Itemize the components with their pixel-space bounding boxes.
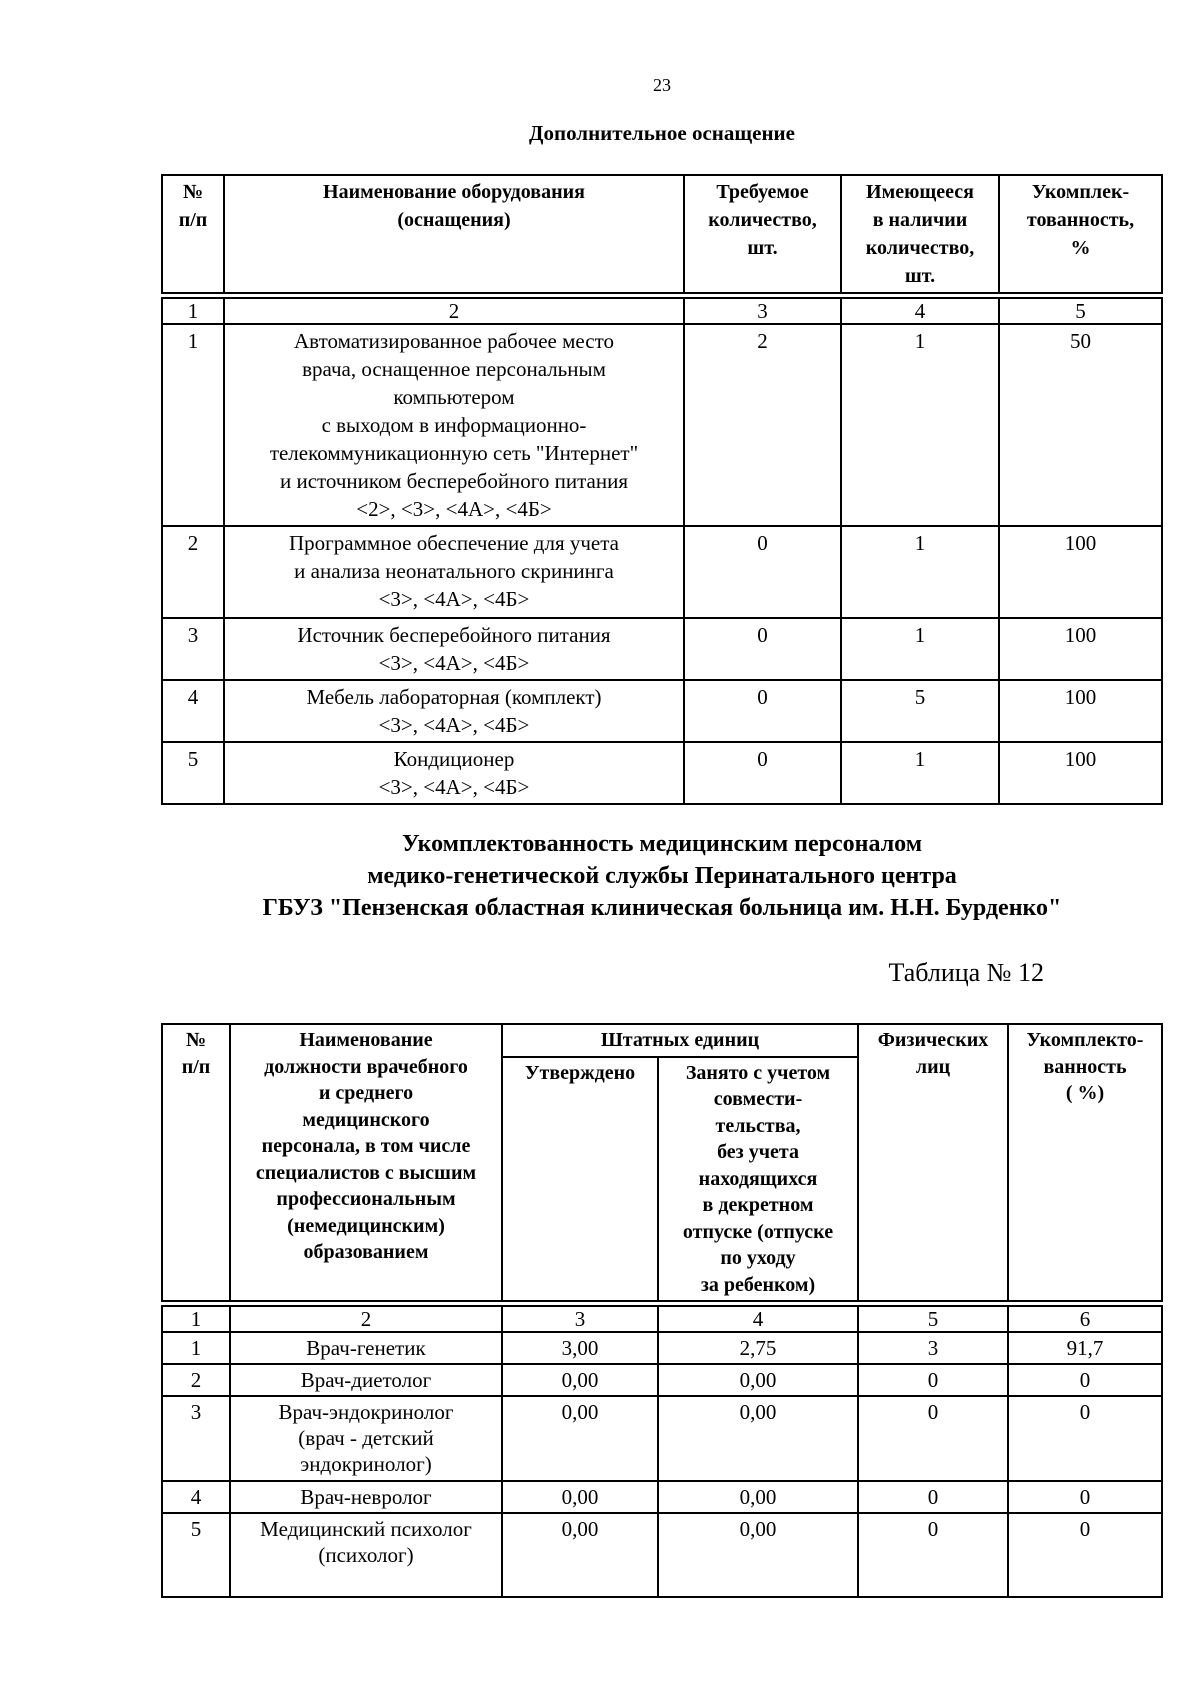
column-number: 6	[1008, 1306, 1162, 1332]
table-row	[162, 680, 1162, 742]
column-number: 1	[162, 1306, 230, 1332]
table-row	[162, 324, 1162, 526]
table-row	[162, 742, 1162, 804]
available-quantity: 1	[841, 742, 999, 804]
header-cell: Наименование оборудования (оснащения)	[224, 175, 684, 293]
approved-units: 0,00	[502, 1513, 658, 1597]
occupied-units: 0,00	[658, 1396, 858, 1481]
position-name: Медицинский психолог (психолог)	[230, 1513, 502, 1597]
position-name: Врач-невролог	[230, 1481, 502, 1513]
column-number: 4	[841, 298, 999, 324]
individuals-count: 0	[858, 1364, 1008, 1396]
column-numbers-row	[162, 298, 1162, 324]
individuals-count: 0	[858, 1513, 1008, 1597]
row-number: 4	[162, 680, 224, 742]
available-quantity: 5	[841, 680, 999, 742]
individuals-count: 0	[858, 1481, 1008, 1513]
column-number: 2	[224, 298, 684, 324]
row-number: 4	[162, 1481, 230, 1513]
header-cell: Штатных единиц	[502, 1024, 858, 1057]
column-number: 5	[999, 298, 1162, 324]
approved-units: 3,00	[502, 1332, 658, 1364]
equipment-table	[161, 174, 1163, 805]
required-quantity: 0	[684, 618, 841, 680]
header-cell: Укомплек- тованность, %	[999, 175, 1162, 293]
column-number: 1	[162, 298, 224, 324]
completeness-percent: 100	[999, 680, 1162, 742]
equipment-name: Мебель лабораторная (комплект) <3>, <4А>, <4Б>	[224, 680, 684, 742]
position-name: Врач-эндокринолог (врач - детский эндокринолог)	[230, 1396, 502, 1481]
occupied-units: 2,75	[658, 1332, 858, 1364]
column-numbers-row	[162, 1306, 1162, 1332]
approved-units: 0,00	[502, 1396, 658, 1481]
table-row	[162, 618, 1162, 680]
staffing-percent: 0	[1008, 1396, 1162, 1481]
required-quantity: 0	[684, 526, 841, 618]
table-row	[162, 1481, 1162, 1513]
table-row	[162, 1513, 1162, 1597]
header-cell: № п/п	[162, 1024, 230, 1301]
completeness-percent: 100	[999, 618, 1162, 680]
staffing-table	[161, 1023, 1163, 1598]
position-name: Врач-диетолог	[230, 1364, 502, 1396]
available-quantity: 1	[841, 618, 999, 680]
required-quantity: 0	[684, 680, 841, 742]
occupied-units: 0,00	[658, 1364, 858, 1396]
row-number: 3	[162, 618, 224, 680]
staffing-table-header	[162, 1024, 1162, 1057]
occupied-units: 0,00	[658, 1481, 858, 1513]
row-number: 2	[162, 526, 224, 618]
table-row	[162, 1332, 1162, 1364]
table-row	[162, 526, 1162, 618]
completeness-percent: 50	[999, 324, 1162, 526]
staffing-percent: 0	[1008, 1513, 1162, 1597]
staffing-percent: 0	[1008, 1481, 1162, 1513]
position-name: Врач-генетик	[230, 1332, 502, 1364]
row-number: 5	[162, 1513, 230, 1597]
page-number: 23	[653, 75, 671, 95]
available-quantity: 1	[841, 526, 999, 618]
equipment-name: Автоматизированное рабочее место врача, оснащенное персональным компьютером с выходом в информационно- телекоммуникационную сеть "Интернет" и источником бесперебойного питания <2>, <3>, <4А>, <4Б>	[224, 324, 684, 526]
column-number: 4	[658, 1306, 858, 1332]
header-cell: Занято с учетом совмести- тельства, без учета находящихся в декретном отпуске (отпуске по уходу за ребенком)	[658, 1057, 858, 1302]
header-cell: Физических лиц	[858, 1024, 1008, 1301]
equipment-name: Программное обеспечение для учета и анализа неонатального скрининга <3>, <4А>, <4Б>	[224, 526, 684, 618]
occupied-units: 0,00	[658, 1513, 858, 1597]
approved-units: 0,00	[502, 1364, 658, 1396]
row-number: 3	[162, 1396, 230, 1481]
row-number: 5	[162, 742, 224, 804]
equipment-name: Кондиционер <3>, <4А>, <4Б>	[224, 742, 684, 804]
row-number: 1	[162, 1332, 230, 1364]
row-number: 1	[162, 324, 224, 526]
table-row	[162, 1396, 1162, 1481]
header-cell: Имеющееся в наличии количество, шт.	[841, 175, 999, 293]
row-number: 2	[162, 1364, 230, 1396]
header-cell: Наименование должности врачебного и среднего медицинского персонала, в том числе специалистов с высшим профессиональным (немедицинским) образованием	[230, 1024, 502, 1301]
table-label: Таблица № 12	[888, 958, 1044, 987]
header-cell: Утверждено	[502, 1057, 658, 1302]
available-quantity: 1	[841, 324, 999, 526]
required-quantity: 0	[684, 742, 841, 804]
staffing-percent: 0	[1008, 1364, 1162, 1396]
approved-units: 0,00	[502, 1481, 658, 1513]
completeness-percent: 100	[999, 742, 1162, 804]
column-number: 3	[502, 1306, 658, 1332]
section1-title: Дополнительное оснащение	[529, 121, 795, 145]
individuals-count: 0	[858, 1396, 1008, 1481]
section2-title: Укомплектованность медицинским персоналом медико-генетической службы Перинатального центра ГБУЗ "Пензенская областная клиническая больница им. Н.Н. Бурденко"	[262, 831, 1062, 921]
staffing-percent: 91,7	[1008, 1332, 1162, 1364]
equipment-name: Источник бесперебойного питания <3>, <4А>, <4Б>	[224, 618, 684, 680]
table-row	[162, 1364, 1162, 1396]
column-number: 5	[858, 1306, 1008, 1332]
required-quantity: 2	[684, 324, 841, 526]
individuals-count: 3	[858, 1332, 1008, 1364]
completeness-percent: 100	[999, 526, 1162, 618]
equipment-table-header	[162, 175, 1162, 293]
header-cell: Требуемое количество, шт.	[684, 175, 841, 293]
column-number: 2	[230, 1306, 502, 1332]
header-cell: № п/п	[162, 175, 224, 293]
header-cell: Укомплекто- ванность ( %)	[1008, 1024, 1162, 1301]
column-number: 3	[684, 298, 841, 324]
